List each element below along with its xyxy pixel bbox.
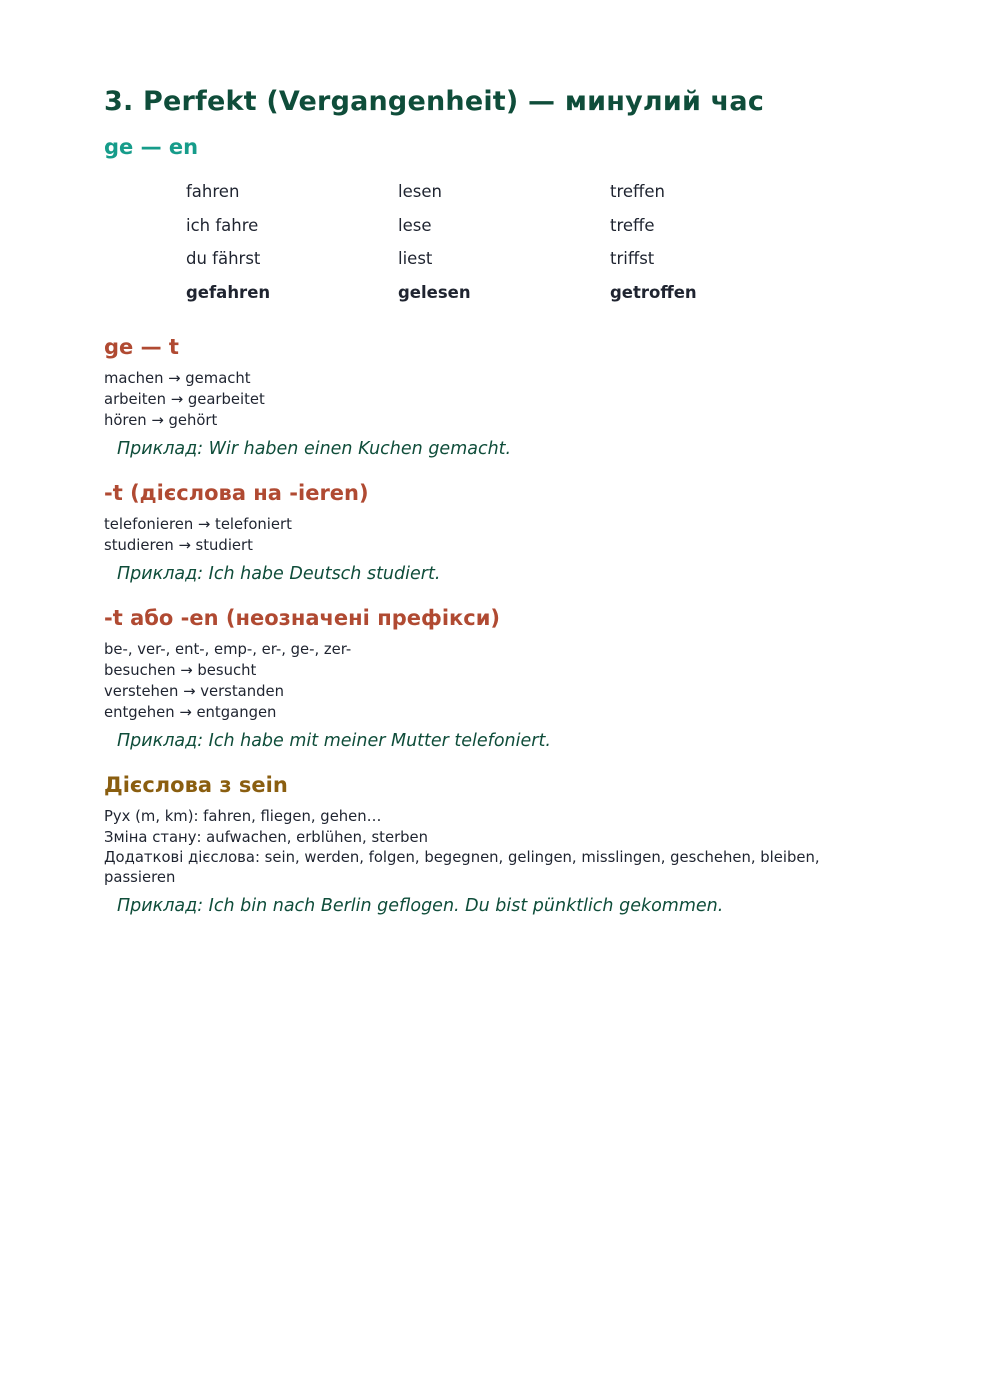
conjugation-row-ich (186, 209, 864, 243)
table-cell: lesen (398, 182, 442, 202)
verb-list-ieren (104, 514, 864, 556)
list-item: arbeiten → gearbeitet (104, 391, 265, 408)
list-item: studieren → studiert (104, 537, 253, 554)
table-cell: du fährst (186, 249, 261, 269)
table-cell: getroffen (610, 282, 697, 302)
section-heading-sein: Дієслова з sein (104, 773, 288, 797)
list-item: besuchen → besucht (104, 662, 257, 679)
list-item: hören → gehört (104, 412, 218, 429)
section-heading-ieren: -t (дієслова на -ieren) (104, 481, 369, 505)
conjugation-row-participle (186, 276, 864, 310)
section-heading-ge-t: ge — t (104, 335, 179, 359)
verb-list-ge-t (104, 368, 864, 431)
section-heading-ge-en: ge — en (104, 135, 199, 159)
document-page (104, 84, 864, 918)
conjugation-row-infinitive (186, 175, 864, 209)
table-cell: fahren (186, 182, 240, 202)
table-cell: treffe (610, 215, 655, 235)
list-item: entgehen → entgangen (104, 704, 277, 721)
example-ge-t: Приклад: Wir haben einen Kuchen gemacht. (117, 439, 512, 459)
verb-list-sein (104, 806, 864, 888)
table-cell: gelesen (398, 282, 471, 302)
verb-list-prefixes (104, 639, 864, 723)
list-item: be-, ver-, ent-, emp-, er-, ge-, zer- (104, 641, 352, 658)
list-item: verstehen → verstanden (104, 683, 284, 700)
section-heading-prefixes: -t або -en (неозначені префікси) (104, 606, 501, 630)
example-ieren: Приклад: Ich habe Deutsch studiert. (117, 564, 441, 584)
list-item: machen → gemacht (104, 370, 251, 387)
table-cell: gefahren (186, 282, 271, 302)
list-item: Рух (m, km): fahren, fliegen, gehen… (104, 808, 382, 825)
table-cell: ich fahre (186, 215, 259, 235)
conjugation-row-du (186, 242, 864, 276)
conjugation-table (186, 175, 864, 309)
list-item: Додаткові дієслова: sein, werden, folgen, begegnen, gelingen, misslingen, geschehen, bleiben, passieren (104, 849, 820, 886)
list-item: Зміна стану: aufwachen, erblühen, sterben (104, 829, 429, 846)
list-item: telefonieren → telefoniert (104, 516, 292, 533)
table-cell: lese (398, 215, 432, 235)
table-cell: triffst (610, 249, 655, 269)
table-cell: treffen (610, 182, 666, 202)
page-title: 3. Perfekt (Vergangenheit) — минулий час (104, 86, 765, 117)
table-cell: liest (398, 249, 433, 269)
example-sein: Приклад: Ich bin nach Berlin geflogen. Du bist pünktlich gekommen. (117, 896, 724, 916)
example-prefixes: Приклад: Ich habe mit meiner Mutter telefoniert. (117, 731, 551, 751)
